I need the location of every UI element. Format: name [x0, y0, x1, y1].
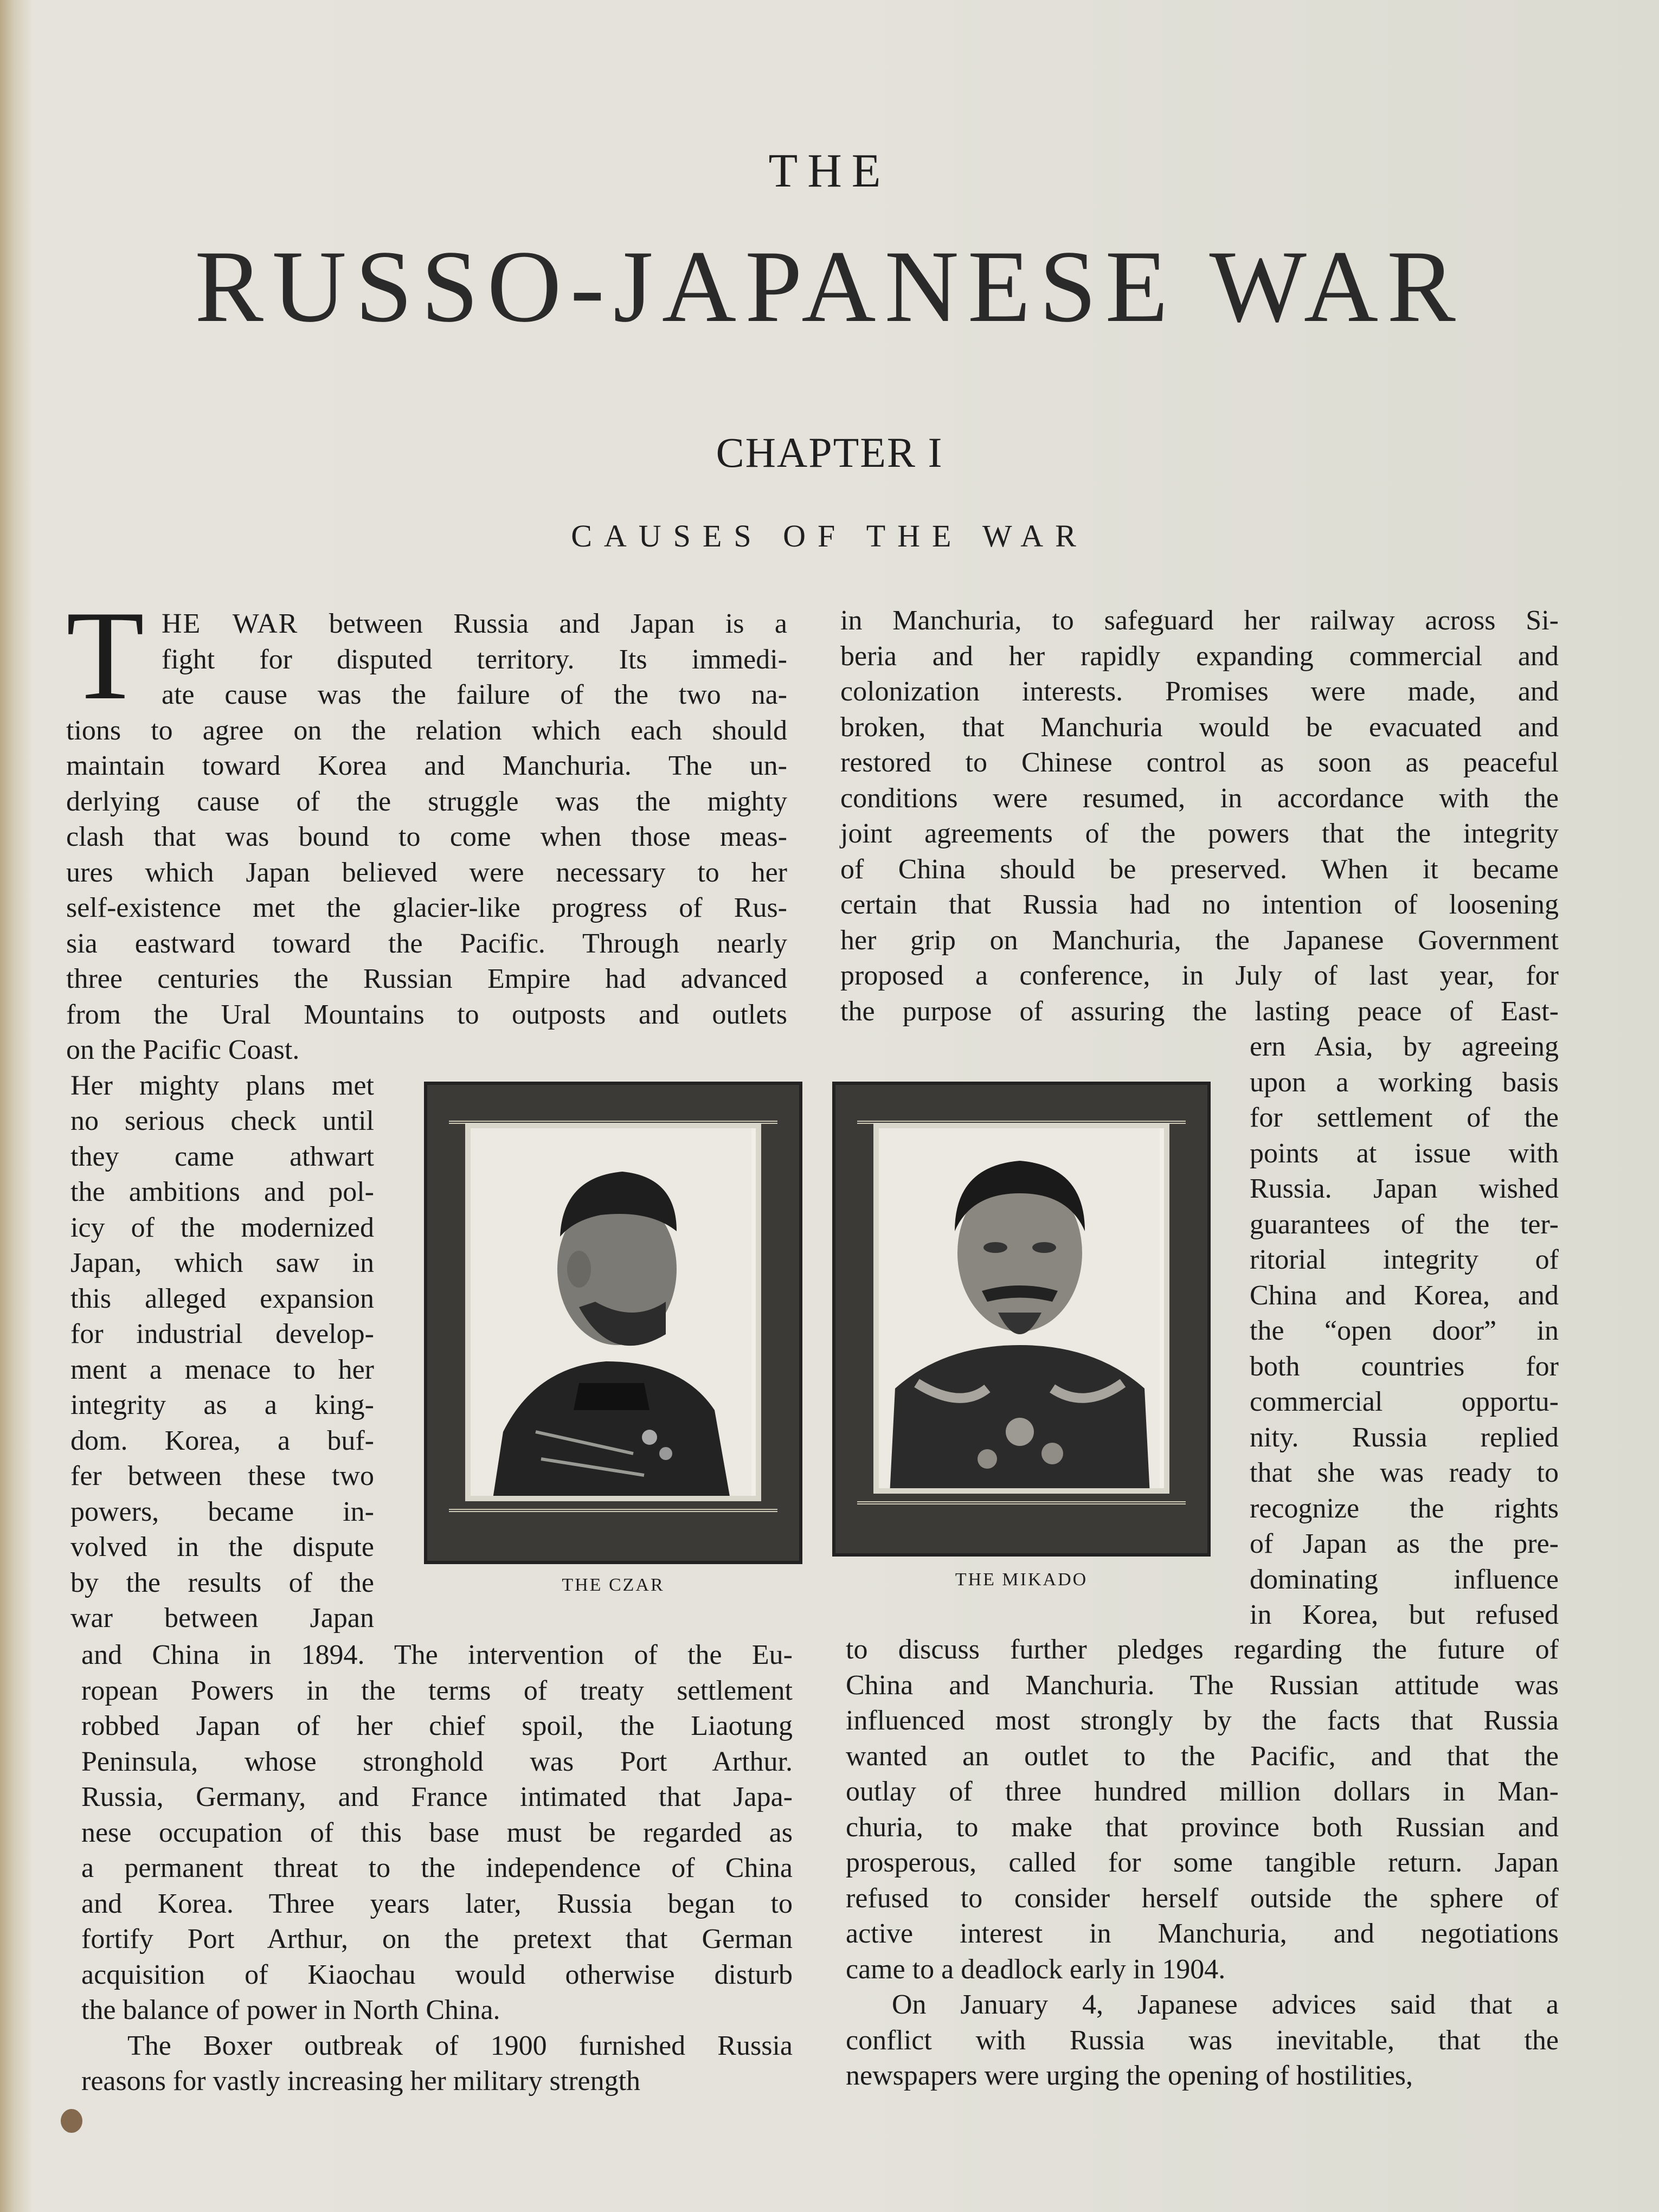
text-line: ritorial integrity of [1250, 1244, 1559, 1275]
text-line: outlay of three hundred million dollars in Man- [846, 1776, 1559, 1807]
frame-ornament [857, 1090, 1186, 1124]
text-line: acquisition of Kiaochau would otherwise disturb [81, 1959, 793, 1990]
text-line: they came athwart [70, 1141, 374, 1172]
text-line: prosperous, called for some tangible return. Japan [846, 1847, 1559, 1878]
text-line: dominating influence [1250, 1564, 1559, 1595]
text-line: active interest in Manchuria, and negotiations [846, 1918, 1559, 1949]
text-line: fight for disputed territory. Its immedi- [162, 644, 787, 675]
text-line: influenced most strongly by the facts that Russia [846, 1705, 1559, 1736]
text-line: ate cause was the failure of the two na- [162, 679, 787, 710]
text-line: reasons for vastly increasing her military strength [81, 2066, 641, 2097]
text-line: Russia. Japan wished [1250, 1173, 1559, 1204]
czar-portrait-image [471, 1128, 751, 1501]
chapter-subtitle: CAUSES OF THE WAR [571, 518, 1088, 554]
frame-ornament [449, 1509, 777, 1550]
text-line: nese occupation of this base must be regarded as [81, 1817, 793, 1848]
text-line: from the Ural Mountains to outposts and outlets [66, 999, 787, 1030]
text-line: conditions were resumed, in accordance with the [840, 782, 1559, 814]
drop-cap: T [66, 585, 145, 726]
text-line: newspapers were urging the opening of hostilities, [846, 2060, 1413, 2091]
text-line: a permanent threat to the independence of China [81, 1853, 793, 1883]
text-line: proposed a conference, in July of last year, for [840, 960, 1559, 991]
opening-line-rest: between Russia and Japan is a [298, 608, 787, 639]
text-line: for settlement of the [1250, 1102, 1559, 1133]
text-line: on the Pacific Coast. [66, 1034, 300, 1065]
text-line: ures which Japan believed were necessary to her [66, 857, 787, 888]
text-line: China and Manchuria. The Russian attitude was [846, 1669, 1559, 1701]
text-line: came to a deadlock early in 1904. [846, 1953, 1226, 1985]
text-line: joint agreements of the powers that the integrity [840, 818, 1559, 849]
text-line: commercial opportu- [1250, 1386, 1559, 1417]
text-line: icy of the modernized [70, 1212, 374, 1243]
text-line: conflict with Russia was inevitable, that the [846, 2024, 1559, 2056]
mikado-portrait [873, 1123, 1169, 1494]
text-line: the ambitions and pol- [70, 1176, 374, 1207]
page-title: RUSSO-JAPANESE WAR [195, 230, 1464, 344]
text-line: volved in the dispute [70, 1532, 374, 1562]
text-line: restored to Chinese control as soon as peaceful [840, 747, 1559, 778]
text-line: upon a working basis [1250, 1066, 1559, 1098]
text-line: of China should be preserved. When it became [840, 853, 1559, 885]
text-line: churia, to make that province both Russian and [846, 1811, 1559, 1843]
text-line: beria and her rapidly expanding commercial and [840, 640, 1559, 672]
text-line: that she was ready to [1250, 1457, 1559, 1488]
text-line: China and Korea, and [1250, 1279, 1559, 1311]
chapter-heading: CHAPTER I [716, 429, 943, 476]
text-line: and China in 1894. The intervention of the Eu- [81, 1639, 793, 1670]
frame-ornament [449, 1090, 777, 1124]
czar-caption: THE CZAR [562, 1575, 665, 1595]
text-line: ropean Powers in the terms of treaty settlement [81, 1675, 793, 1706]
text-line: The Boxer outbreak of 1900 furnished Russia [127, 2030, 793, 2061]
text-line: three centuries the Russian Empire had advanced [66, 963, 787, 994]
text-line: fer between these two [70, 1461, 374, 1491]
text-line: self-existence met the glacier-like progress of Rus- [66, 892, 787, 923]
text-line: powers, became in- [70, 1496, 374, 1527]
czar-portrait [465, 1123, 761, 1501]
text-line: in Manchuria, to safeguard her railway across Si- [840, 605, 1559, 636]
text-line: sia eastward toward the Pacific. Through nearly [66, 928, 787, 959]
mikado-portrait-image [879, 1128, 1160, 1494]
text-line: fortify Port Arthur, on the pretext that German [81, 1924, 793, 1954]
frame-ornament [857, 1501, 1186, 1542]
text-line: to discuss further pledges regarding the future of [846, 1634, 1559, 1665]
text-line: Russia, Germany, and France intimated that Japa- [81, 1782, 793, 1812]
text-line: by the results of the [70, 1567, 374, 1598]
text-line: her grip on Manchuria, the Japanese Government [840, 924, 1559, 956]
text-line: On January 4, Japanese advices said that a [892, 1989, 1559, 2020]
page-stain [61, 2109, 82, 2133]
text-line: the “open door” in [1250, 1315, 1559, 1346]
czar-portrait-frame [424, 1082, 802, 1564]
text-line: of Japan as the pre- [1250, 1528, 1559, 1559]
text-line: nity. Russia replied [1250, 1422, 1559, 1453]
text-line: guarantees of the ter- [1250, 1208, 1559, 1240]
text-line: the purpose of assuring the lasting peace of East- [840, 995, 1559, 1027]
text-line: integrity as a king- [70, 1390, 374, 1420]
text-line: recognize the rights [1250, 1493, 1559, 1524]
text-line: the balance of power in North China. [81, 1995, 500, 2025]
text-line: and Korea. Three years later, Russia began to [81, 1888, 793, 1919]
text-line: tions to agree on the relation which each should [66, 715, 787, 746]
text-line: Japan, which saw in [70, 1248, 374, 1278]
text-line: in Korea, but refused [1250, 1599, 1559, 1630]
text-line [162, 606, 787, 642]
text-line: ment a menace to her [70, 1354, 374, 1385]
text-line: points at issue with [1250, 1137, 1559, 1169]
text-line: ern Asia, by agreeing [1250, 1031, 1559, 1062]
text-line: Her mighty plans met [70, 1070, 374, 1101]
text-line: for industrial develop- [70, 1319, 374, 1349]
title-article: THE [768, 145, 891, 197]
text-line: derlying cause of the struggle was the mighty [66, 786, 787, 817]
text-line: Peninsula, whose stronghold was Port Arthur. [81, 1746, 793, 1777]
text-line: broken, that Manchuria would be evacuated and [840, 711, 1559, 743]
text-line: colonization interests. Promises were made, and [840, 676, 1559, 707]
text-line: refused to consider herself outside the sphere of [846, 1882, 1559, 1914]
text-line: dom. Korea, a buf- [70, 1425, 374, 1456]
opening-words: HE WAR [162, 608, 299, 639]
text-line: both countries for [1250, 1351, 1559, 1382]
mikado-portrait-frame [832, 1082, 1211, 1557]
text-line: war between Japan [70, 1603, 374, 1634]
text-line: this alleged expansion [70, 1283, 374, 1314]
mikado-caption: THE MIKADO [955, 1570, 1088, 1590]
text-line: no serious check until [70, 1105, 374, 1136]
text-line: wanted an outlet to the Pacific, and that the [846, 1740, 1559, 1772]
text-line: robbed Japan of her chief spoil, the Liaotung [81, 1711, 793, 1741]
text-line: certain that Russia had no intention of loosening [840, 889, 1559, 920]
text-line: maintain toward Korea and Manchuria. The un- [66, 750, 787, 781]
text-line: clash that was bound to come when those meas- [66, 821, 787, 852]
